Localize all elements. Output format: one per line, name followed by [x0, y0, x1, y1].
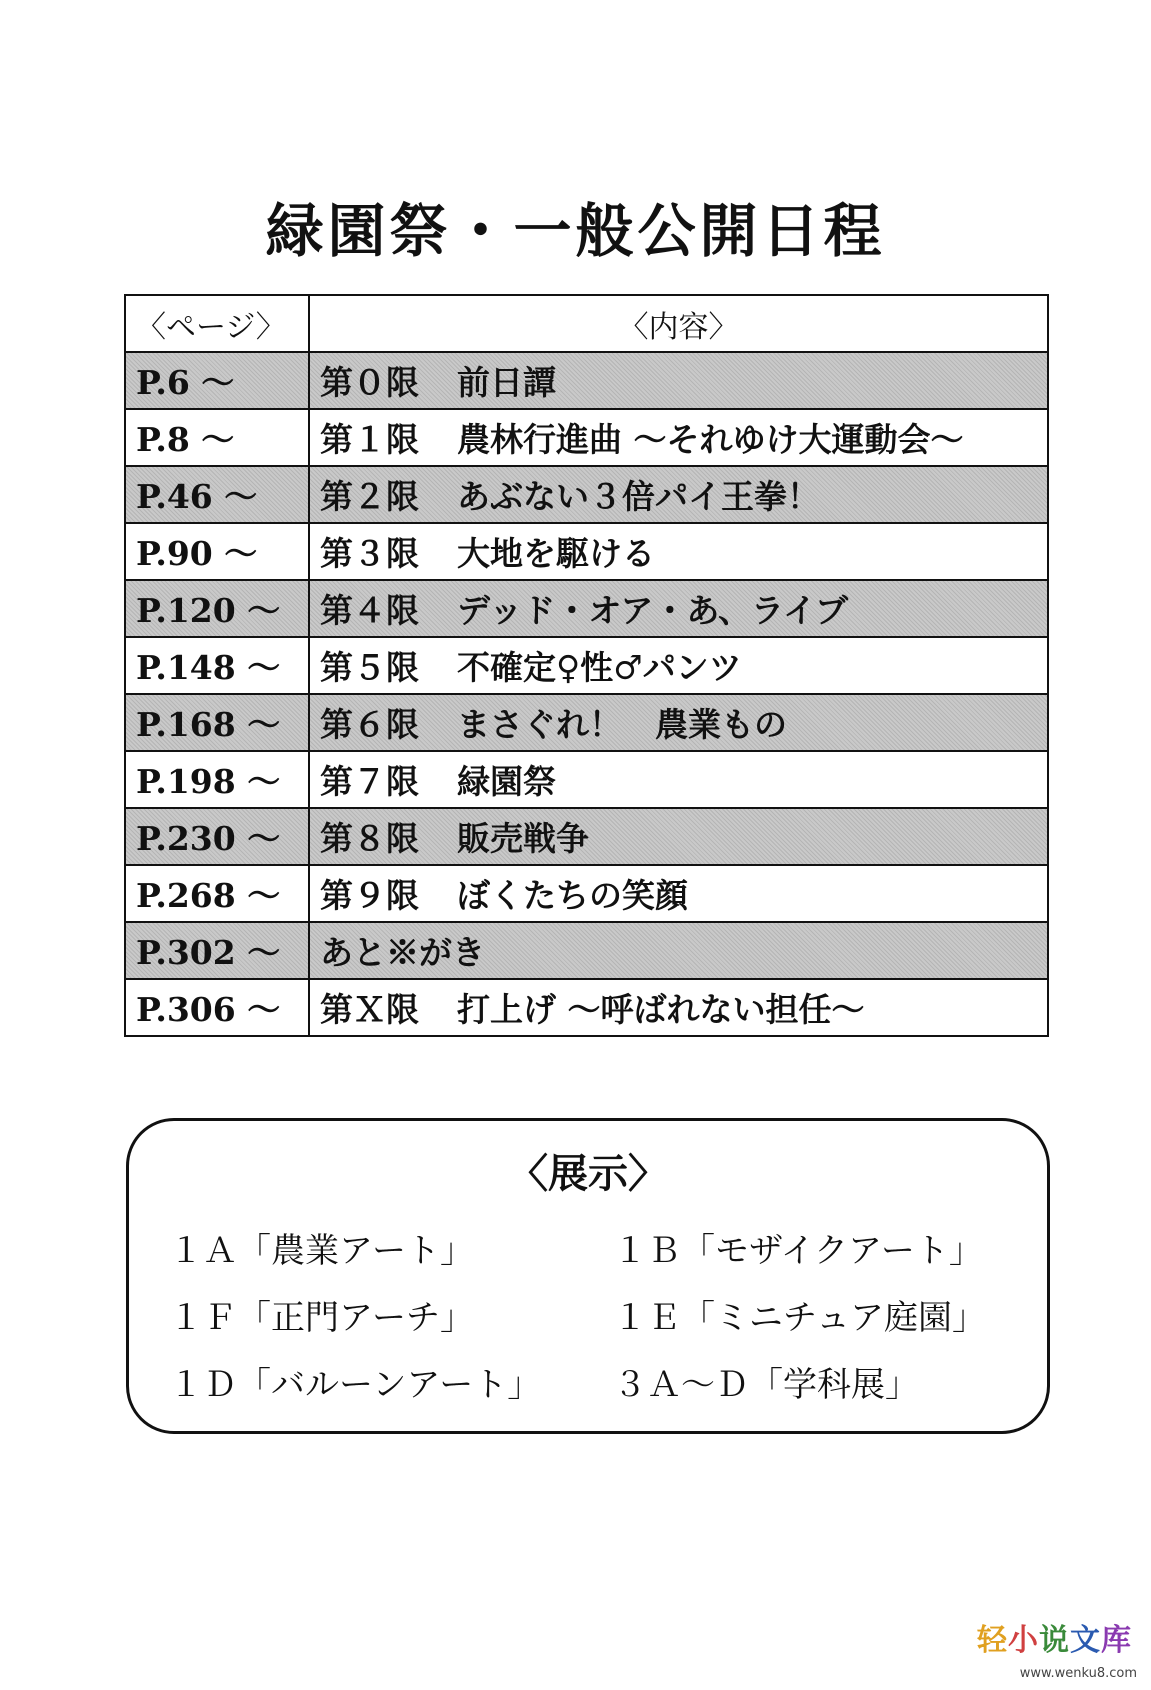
chapter-number: 第１限	[320, 420, 419, 459]
cell-content	[309, 922, 1048, 979]
chapter-title: ぼくたちの笑顔	[457, 876, 688, 915]
table-row	[125, 751, 1048, 808]
cell-content	[309, 580, 1048, 637]
chapter-number: 第４限	[320, 591, 419, 630]
cell-content	[309, 694, 1048, 751]
chapter-title: 打上げ ～呼ばれない担任～	[457, 990, 865, 1029]
cell-content	[309, 808, 1048, 865]
cell-page: P.90 ～	[125, 523, 309, 580]
chapter-title: あと※がき	[320, 933, 485, 972]
header-page: 〈ページ〉	[125, 295, 309, 352]
chapter-title: 不確定♀性♂パンツ	[457, 648, 742, 687]
table-row	[125, 979, 1048, 1036]
cell-content	[309, 637, 1048, 694]
cell-page: P.198 ～	[125, 751, 309, 808]
cell-page: P.120 ～	[125, 580, 309, 637]
cell-page: P.46 ～	[125, 466, 309, 523]
watermark-char: 轻	[977, 1623, 1008, 1658]
cell-page: P.8 ～	[125, 409, 309, 466]
chapter-number: 第６限	[320, 705, 419, 744]
watermark-url: www.wenku8.com	[1019, 1666, 1137, 1681]
chapter-title: 大地を駆ける	[457, 534, 655, 573]
chapter-title: あぶない３倍パイ王拳！	[457, 477, 820, 516]
watermark-logo	[977, 1624, 1137, 1682]
chapter-number: 第０限	[320, 363, 419, 402]
page-title: 緑園祭・一般公開日程	[265, 197, 886, 265]
table-row	[125, 637, 1048, 694]
watermark-char: 库	[1101, 1623, 1132, 1658]
cell-content	[309, 409, 1048, 466]
chapter-number: 第７限	[320, 762, 419, 801]
schedule-table	[124, 294, 1049, 1037]
exhibit-box	[126, 1118, 1050, 1434]
cell-page: P.148 ～	[125, 637, 309, 694]
cell-content	[309, 466, 1048, 523]
cell-page: P.302 ～	[125, 922, 309, 979]
exhibit-item: ３Ａ～Ｄ「学科展」	[613, 1365, 919, 1405]
exhibit-item: １Ｂ「モザイクアート」	[613, 1231, 983, 1271]
table-row	[125, 523, 1048, 580]
chapter-title: 農林行進曲 ～それゆけ大運動会～	[457, 420, 964, 459]
chapter-title: 緑園祭	[457, 762, 556, 801]
exhibit-item: １Ａ「農業アート」	[169, 1231, 474, 1271]
chapter-number: 第Ｘ限	[320, 990, 419, 1029]
exhibit-item: １Ｆ「正門アーチ」	[169, 1298, 474, 1338]
cell-page: P.168 ～	[125, 694, 309, 751]
table-header-row	[125, 295, 1048, 352]
watermark-char: 说	[1039, 1623, 1070, 1658]
table-row	[125, 580, 1048, 637]
cell-content	[309, 751, 1048, 808]
header-content: 〈内容〉	[309, 295, 1048, 352]
watermark-char: 文	[1070, 1623, 1101, 1658]
table-row	[125, 808, 1048, 865]
cell-page: P.6 ～	[125, 352, 309, 409]
cell-page: P.268 ～	[125, 865, 309, 922]
chapter-number: 第８限	[320, 819, 419, 858]
exhibit-item: １Ｅ「ミニチュア庭園」	[613, 1298, 986, 1338]
table-row	[125, 865, 1048, 922]
table-row	[125, 466, 1048, 523]
schedule-body	[125, 352, 1048, 1036]
chapter-number: 第５限	[320, 648, 419, 687]
chapter-number: 第３限	[320, 534, 419, 573]
cell-page: P.306 ～	[125, 979, 309, 1036]
cell-content	[309, 352, 1048, 409]
table-row	[125, 409, 1048, 466]
cell-content	[309, 979, 1048, 1036]
exhibit-title: 〈展示〉	[508, 1150, 668, 1197]
exhibit-item: １Ｄ「バルーンアート」	[169, 1365, 542, 1405]
chapter-title: デッド・オア・あ、ライブ	[457, 591, 849, 630]
chapter-number: 第９限	[320, 876, 419, 915]
table-row	[125, 352, 1048, 409]
cell-content	[309, 865, 1048, 922]
chapter-title: 販売戦争	[457, 819, 589, 858]
watermark-char: 小	[1008, 1623, 1039, 1658]
cell-page: P.230 ～	[125, 808, 309, 865]
chapter-title: まさぐれ！ 農業もの	[457, 705, 787, 744]
chapter-number: 第２限	[320, 477, 419, 516]
watermark-chars	[977, 1624, 1132, 1658]
cell-content	[309, 523, 1048, 580]
table-row	[125, 694, 1048, 751]
chapter-title: 前日譚	[457, 363, 556, 402]
table-row	[125, 922, 1048, 979]
